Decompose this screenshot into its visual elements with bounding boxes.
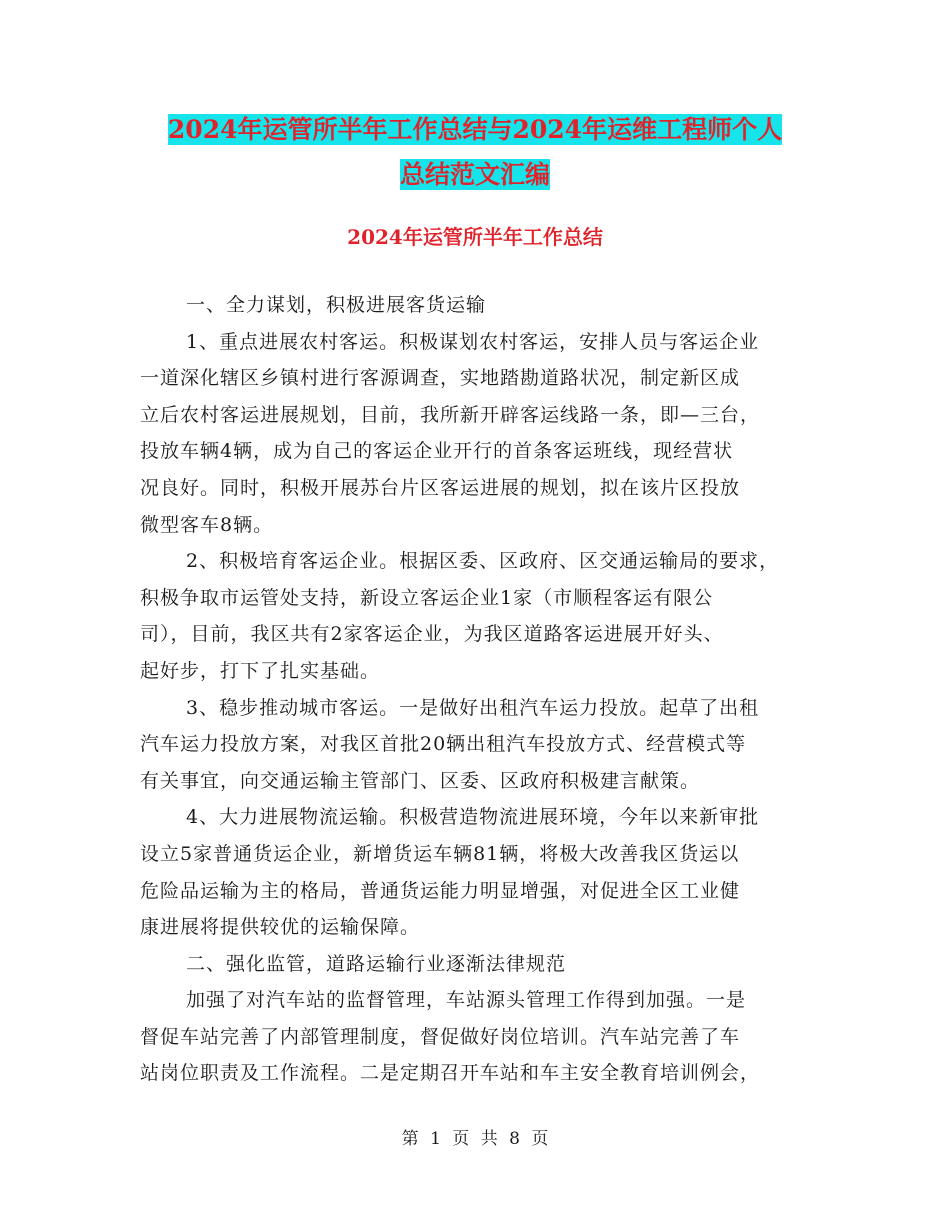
body-line: 有关事宜，向交通运输主管部门、区委、区政府积极建言献策。 xyxy=(140,769,701,792)
document-title-line-2 xyxy=(0,157,950,193)
body-line: 一、全力谋划，积极进展客货运输 xyxy=(186,294,487,316)
body-line: 站岗位职责及工作流程。二是定期召开车站和车主安全教育培训例会， xyxy=(140,1062,761,1085)
body-line: 康进展将提供较优的运输保障。 xyxy=(140,916,421,939)
body-line: 二、强化监管，道路运输行业逐渐法律规范 xyxy=(186,952,567,975)
body-line: 况良好。同时，积极开展苏台片区客运进展的规划，拟在该片区投放 xyxy=(140,476,741,499)
body-line: 危险品运输为主的格局，普通货运能力明显增强，对促进全区工业健 xyxy=(140,879,741,902)
body-line: 汽车运力投放方案，对我区首批20辆出租汽车投放方式、经营模式等 xyxy=(140,733,747,756)
body-line: 立后农村客运进展规划，目前，我所新开辟客运线路一条，即—三台， xyxy=(140,403,761,426)
body-line: 一道深化辖区乡镇村进行客源调查，实地踏勘道路状况，制定新区成 xyxy=(140,367,741,390)
body-line: 设立5家普通货运企业，新增货运车辆81辆，将极大改善我区货运以 xyxy=(140,842,740,865)
body-line: 2、积极培育客运企业。根据区委、区政府、区交通运输局的要求， xyxy=(186,550,780,573)
body-line: 3、稳步推动城市客运。一是做好出租汽车运力投放。起草了出租 xyxy=(186,696,760,719)
title-highlight-1: 2024年运管所半年工作总结与2024年运维工程师个人 xyxy=(167,115,783,144)
section-title: 2024年运管所半年工作总结 xyxy=(347,225,603,249)
body-line: 加强了对汽车站的监督管理，车站源头管理工作得到加强。一是 xyxy=(186,989,747,1012)
page-footer: 第 1 页 共 8 页 xyxy=(401,1129,549,1149)
body-line: 4、大力进展物流运输。积极营造物流进展环境，今年以来新审批 xyxy=(186,806,760,829)
body-line: 积极争取市运管处支持，新设立客运企业1家（市顺程客运有限公 xyxy=(140,586,714,609)
body-line: 投放车辆4辆，成为自己的客运企业开行的首条客运班线，现经营状 xyxy=(140,440,734,463)
document-title-line-1 xyxy=(0,112,950,148)
body-line: 司），目前，我区共有2家客运企业，为我区道路客运进展开好头、 xyxy=(140,623,724,646)
body-line: 督促车站完善了内部管理制度，督促做好岗位培训。汽车站完善了车 xyxy=(140,1025,741,1048)
body-line: 起好步，打下了扎实基础。 xyxy=(140,659,381,682)
title-highlight-2: 总结范文汇编 xyxy=(399,160,550,189)
document-body xyxy=(140,287,820,1092)
body-line: 微型客车8辆。 xyxy=(140,513,274,536)
body-line: 1、重点进展农村客运。积极谋划农村客运，安排人员与客运企业 xyxy=(186,330,760,353)
